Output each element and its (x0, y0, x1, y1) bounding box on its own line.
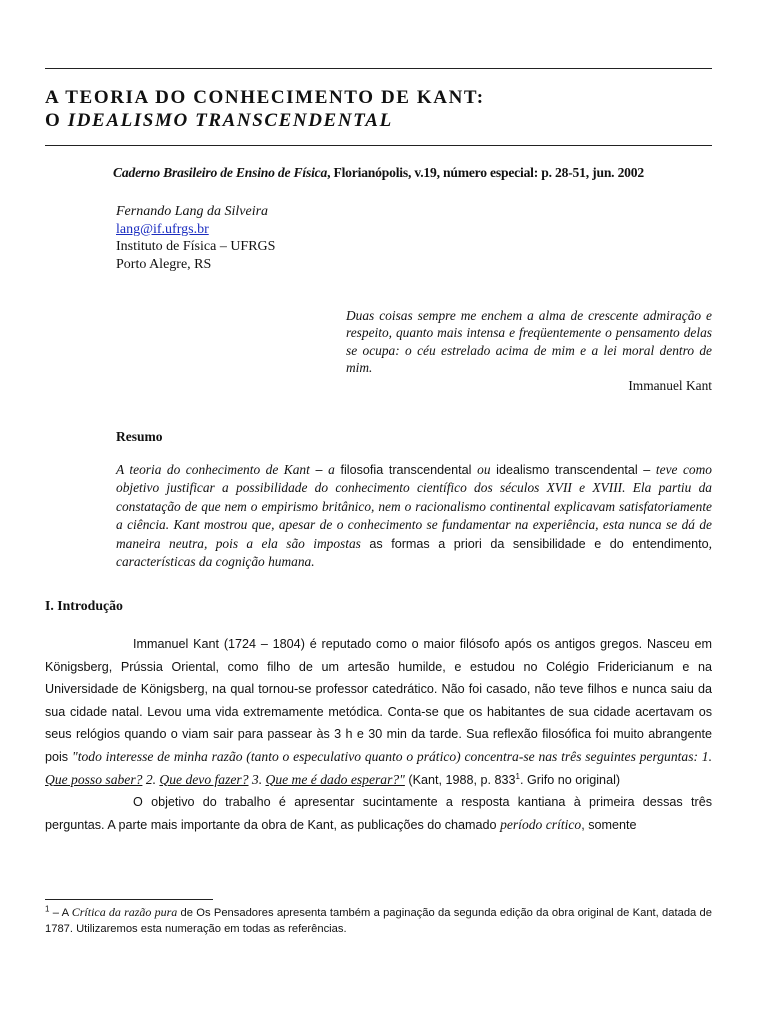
quote-span: 3. (248, 771, 266, 787)
epigraph (346, 307, 712, 394)
abstract-span: a (328, 462, 335, 477)
abstract-span: filosofia transcendental (334, 463, 478, 477)
footnote-rule (45, 899, 213, 900)
title-bottom-rule (45, 145, 712, 146)
author-email-link[interactable]: lang@if.ufrgs.br (116, 221, 209, 237)
italic-span: período crítico (500, 816, 582, 832)
text-span: , somente (581, 817, 637, 832)
title-line-1: A TEORIA DO CONHECIMENTO DE KANT: (45, 87, 485, 108)
citation-journal: Caderno Brasileiro de Ensino de Física (113, 165, 328, 180)
italic-span: Crítica da razão pura (71, 905, 178, 919)
abstract-span: as formas a priori da sensibilidade e do entendimento (360, 536, 709, 551)
abstract-text (116, 461, 712, 571)
text-span: O objetivo do trabalho é apresentar sucintamente a resposta kantiana à primeira dessas três perguntas. A parte mais importante da obra de Kant, as publicações do chamado (45, 795, 712, 832)
question-3: Que me é dado esperar?" (265, 771, 405, 787)
citation-details: , Florianópolis, v.19, número especial: p. 28-51, jun. 2002 (327, 165, 644, 180)
footnote-mark: 1 (45, 904, 50, 914)
question-1: Que posso saber? (45, 771, 143, 787)
top-rule (45, 68, 712, 69)
quote-span: 2. (142, 771, 160, 787)
epigraph-text: Duas coisas sempre me enchem a alma de crescente admiração e respeito, quanto mais intensa e freqüentemente o pensamento delas se ocupa: o céu estrelado acima de mim e a lei moral dentro de mim. (346, 308, 712, 376)
page-title (45, 86, 485, 132)
title-line-2-italic: IDEALISMO TRANSCENDENTAL (67, 110, 393, 131)
abstract-span: , características da cognição humana. (116, 535, 712, 570)
author-institution: Instituto de Física – UFRGS (116, 239, 276, 254)
author-city: Porto Alegre, RS (116, 256, 212, 272)
author-block (116, 203, 275, 273)
body-text (45, 633, 712, 836)
abstract-span: ou (477, 462, 491, 477)
footnote-ref[interactable]: 1 (515, 771, 520, 781)
question-2: Que devo fazer? (159, 771, 249, 787)
abstract-span: teve como objetivo justificar a possibilidade do conhecimento científico dos séculos XVII e XVIII. Ela partiu da constatação de que nem o empirismo britânico, nem o racionalismo continental explicavam satisfatoriamente a ciência. Kant mostrou que, apesar de o conhecimento se fundamentar na experiência, esta nunca se dá de maneira neutra, pois a ela são impostas (116, 462, 712, 551)
citation (45, 165, 712, 181)
footnote (45, 905, 712, 937)
epigraph-attribution: Immanuel Kant (628, 377, 712, 393)
paragraph-1 (45, 633, 712, 791)
paragraph-2 (45, 791, 712, 836)
text-span: (Kant, 1988, p. 833 (404, 772, 516, 787)
author-name: Fernando Lang da Silveira (116, 204, 269, 219)
text-span: . Grifo no original) (519, 772, 621, 787)
text-span: Immanuel Kant (1724 – 1804) é reputado como o maior filósofo após os antigos gregos. Nasceu em Königsberg, Prússia Oriental, como filho de um artesão humilde, e estudou no Colégio Fridericianum e na Universidade de Königsberg, na qual tornou-se professor catedrático. Não foi casado, não teve filhos e nunca saiu da sua cidade natal. Levou uma vida extremamente metódica. Conta-se que os habitantes de sua cidade acertavam os seus relógios quando o viam sair para passear às 3 h e 30 min da tarde. Sua reflexão filosófica foi muito abrangente pois (45, 637, 712, 764)
text-span: de Os Pensadores apresenta também a paginação da segunda edição da obra original de Kant, datada de 1787. Utilizaremos esta numeração em todas as referências. (45, 907, 712, 935)
abstract-span: idealismo transcendental – (490, 463, 656, 477)
text-span: – A (49, 907, 72, 919)
section-heading: I. Introdução (45, 598, 123, 613)
abstract-span: A teoria do conhecimento de Kant (116, 462, 310, 477)
abstract-heading: Resumo (116, 429, 163, 444)
quote-span: "todo interesse de minha razão (tanto o especulativo quanto o prático) concentra-se nas três seguintes perguntas: 1. (71, 748, 712, 764)
abstract-span: – (309, 463, 329, 477)
title-line-2-prefix: O (45, 110, 68, 131)
